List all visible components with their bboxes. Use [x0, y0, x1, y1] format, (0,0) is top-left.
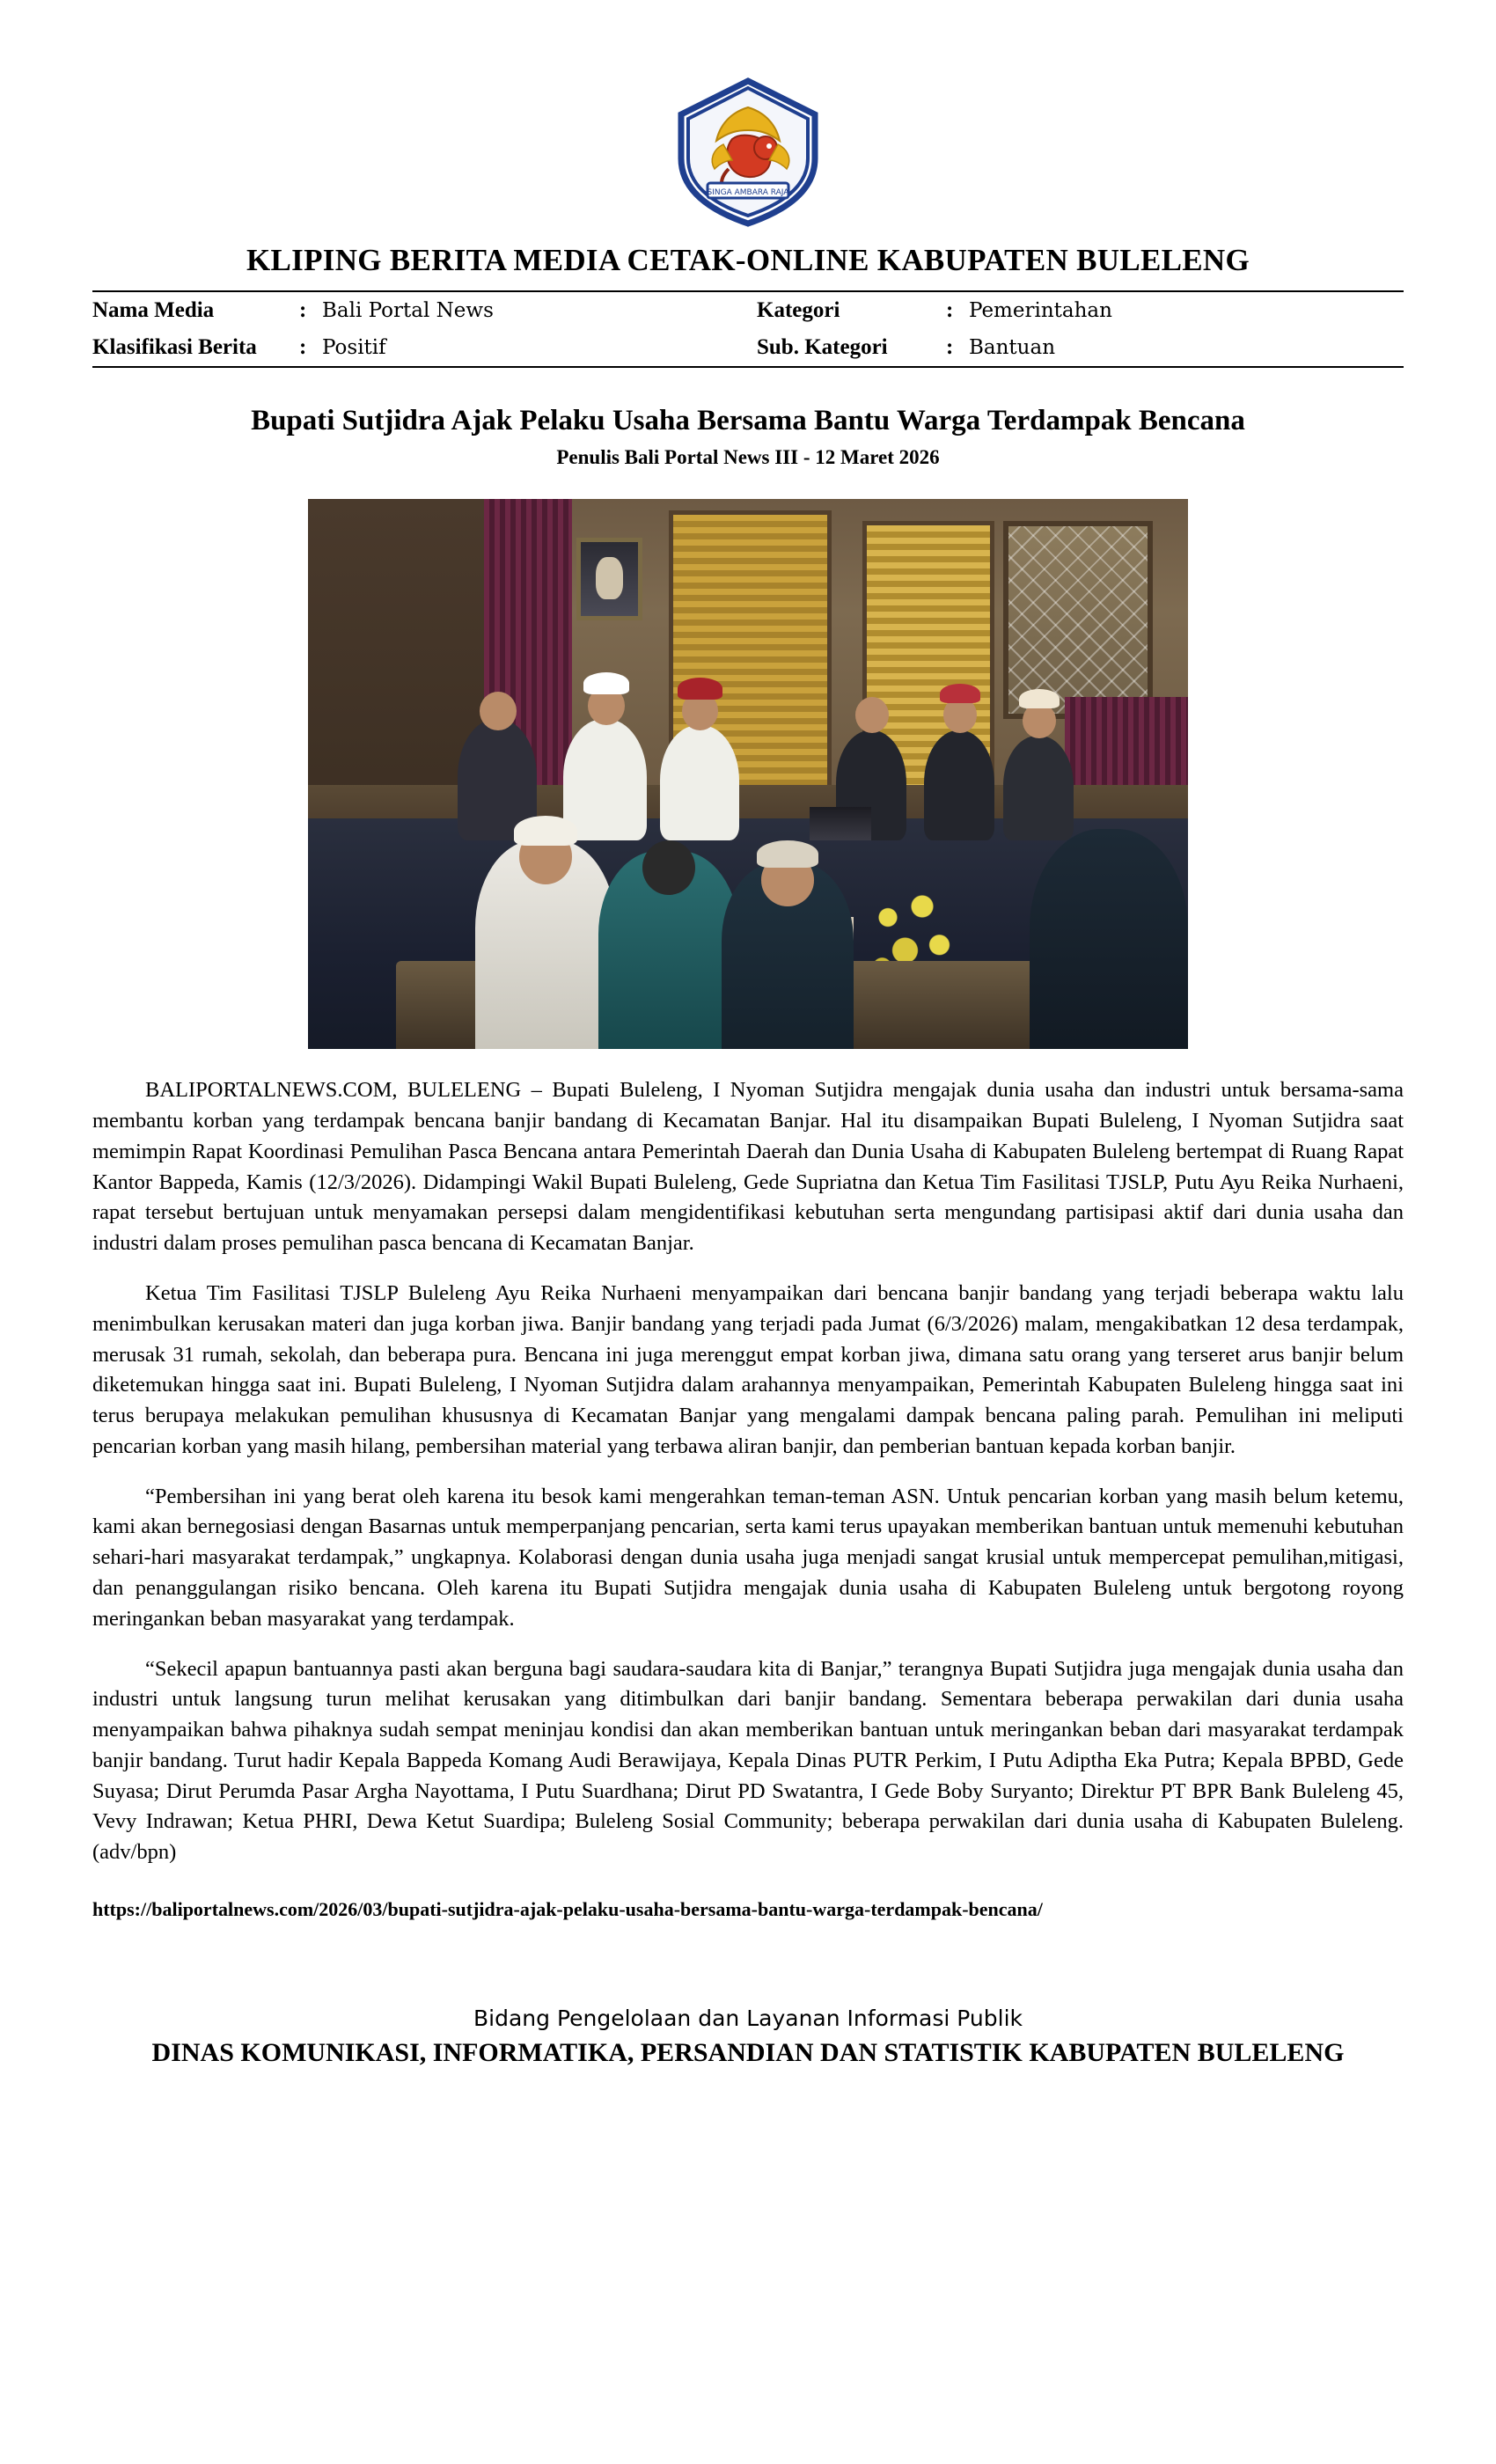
photo-person [1003, 736, 1074, 840]
photo-person [924, 730, 994, 840]
article-byline: Penulis Bali Portal News III - 12 Maret 2026 [556, 446, 940, 469]
value-sub-kategori: Bantuan [969, 336, 1056, 359]
photo-person-foreground [1030, 829, 1188, 1049]
crest-container [92, 77, 1404, 227]
article-paragraph: Ketua Tim Fasilitasi TJSLP Buleleng Ayu Reika Nurhaeni menyampaikan dari bencana banjir bandang yang terjadi beberapa waktu lalu menimbulkan kerusakan materi dan juga korban jiwa. Banjir bandang yang terjadi pada Jumat (6/3/2026) malam, mengakibatkan 12 desa terdampak, merusak 31 rumah, sekolah, dan beberapa pura. Bencana ini juga merenggut empat korban jiwa, dimana satu orang yang terseret arus banjir belum diketemukan hingga saat ini. Bupati Buleleng, I Nyoman Sutjidra dalam arahannya menyampaikan, Pemerintah Kabupaten Buleleng hingga saat ini terus berupaya melakukan pemulihan khususnya di Kecamatan Banjar yang mengalami dampak bencana paling parah. Pemulihan ini meliputi pencarian korban yang masih hilang, pembersihan material yang terbawa aliran banjir, dan pemberian bantuan kepada korban banjir. [92, 1280, 1404, 1458]
colon: : [299, 298, 307, 322]
photo-window [1003, 521, 1153, 719]
footer-division: Bidang Pengelolaan dan Layanan Informasi Publik [473, 2006, 1023, 2031]
meeting-room-photo [308, 499, 1188, 1049]
article-paragraph: “Pembersihan ini yang berat oleh karena itu besok kami mengerahkan teman-teman ASN. Untuk pencarian korban yang masih belum ketemu, kami akan bernegosiasi dengan Basarnas untuk memperpanjang pencarian, serta kami terus upayakan memberikan bantuan untuk memenuhi kebutuhan sehari-hari masyarakat terdampak,” ungkapnya. Kolaborasi dengan dunia usaha juga menjadi sangat krusial untuk mempercepat pemulihan,mitigasi, dan penanggulangan risiko bencana. Oleh karena itu Bupati Sutjidra mengajak dunia usaha di Kabupaten Buleleng untuk bergotong royong meringankan beban masyarakat yang terdampak. [92, 1484, 1404, 1631]
photo-person-head [855, 697, 889, 733]
article-paragraph: “Sekecil apapun bantuannya pasti akan berguna bagi saudara-saudara kita di Banjar,” terangnya Bupati Sutjidra juga mengajak dunia usaha dan industri untuk langsung turun melihat kerusakan yang ditimbulkan dari banjir bandang. Sementara beberapa perwakilan dari dunia usaha menyampaikan bahwa pihaknya sudah sempat meninjau kondisi dan akan memberikan bantuan untuk meringankan beban dari masyarakat terdampak banjir bandang. Turut hadir Kepala Bappeda Komang Audi Berawijaya, Kepala Dinas PUTR Perkim, I Putu Adiptha Eka Putra; Kepala BPBD, Gede Suyasa; Dirut Perumda Pasar Argha Nayottama, I Putu Suardhana; Dirut PD Swatantra, I Gede Boby Suryanto; Direktur PT BPR Bank Buleleng 45, Vevy Indrawan; Ketua PHRI, Dewa Ketut Suardipa; Buleleng Sosial Community; beberapa perwakilan dari dunia usaha di Kabupaten Buleleng.(adv/bpn) [92, 1656, 1404, 1865]
photo-person [660, 725, 739, 840]
value-nama-media: Bali Portal News [322, 299, 494, 322]
photo-person-head [480, 692, 517, 730]
colon: : [946, 298, 954, 322]
photo-udeng-headwear [1019, 689, 1060, 709]
photo-udeng-headwear [583, 672, 629, 694]
source-url-link[interactable]: https://baliportalnews.com/2026/03/bupati-sutjidra-ajak-pelaku-usaha-bersama-bantu-warga-terdampak-bencana/ [92, 1898, 1043, 1920]
label-kategori: Kategori [757, 298, 840, 322]
article-photo-container [92, 499, 1404, 1049]
table-row [92, 329, 1404, 367]
value-kategori: Pemerintahan [969, 299, 1112, 322]
colon: : [299, 335, 307, 359]
photo-person-head [642, 840, 695, 896]
photo-udeng-headwear [514, 816, 577, 846]
metadata-table [92, 290, 1404, 368]
footer-agency: DINAS KOMUNIKASI, INFORMATIKA, PERSANDIAN DAN STATISTIK KABUPATEN BULELENG [151, 2038, 1345, 2067]
photo-person [563, 719, 647, 840]
photo-udeng-headwear [757, 840, 818, 868]
article-headline: Bupati Sutjidra Ajak Pelaku Usaha Bersama Bantu Warga Terdampak Bencana [251, 405, 1245, 436]
photo-udeng-headwear [678, 678, 722, 700]
photo-laptop [810, 807, 871, 840]
label-klasifikasi-berita: Klasifikasi Berita [92, 335, 257, 359]
svg-text:SINGA AMBARA RAJA: SINGA AMBARA RAJA [707, 188, 789, 197]
colon: : [946, 335, 954, 359]
value-klasifikasi-berita: Positif [322, 336, 386, 359]
photo-wall-portrait [576, 538, 642, 620]
buleleng-regency-crest-icon [674, 77, 822, 227]
document-title: KLIPING BERITA MEDIA CETAK-ONLINE KABUPATEN BULELENG [246, 243, 1250, 277]
label-nama-media: Nama Media [92, 298, 215, 322]
article-paragraph: BALIPORTALNEWS.COM, BULELENG – Bupati Buleleng, I Nyoman Sutjidra mengajak dunia usaha dan industri untuk bersama-sama membantu korban yang terdampak bencana banjir bandang di Kecamatan Banjar. Hal itu disampaikan Bupati Buleleng, I Nyoman Sutjidra saat memimpin Rapat Koordinasi Pemulihan Pasca Bencana antara Pemerintah Daerah dan Dunia Usaha di Kabupaten Buleleng bertempat di Ruang Rapat Kantor Bappeda, Kamis (12/3/2026). Didampingi Wakil Bupati Buleleng, Gede Supriatna dan Ketua Tim Fasilitasi TJSLP, Putu Ayu Reika Nurhaeni, rapat tersebut bertujuan untuk menyamakan persepsi dalam mengidentifikasi kebutuhan serta mengundang partisipasi aktif dari dunia usaha dan industri dalam proses pemulihan pasca bencana di Kecamatan Banjar. [92, 1078, 1404, 1256]
document-footer [92, 2006, 1404, 2105]
photo-udeng-headwear [940, 684, 980, 704]
table-row [92, 291, 1404, 329]
label-sub-kategori: Sub. Kategori [757, 335, 888, 359]
